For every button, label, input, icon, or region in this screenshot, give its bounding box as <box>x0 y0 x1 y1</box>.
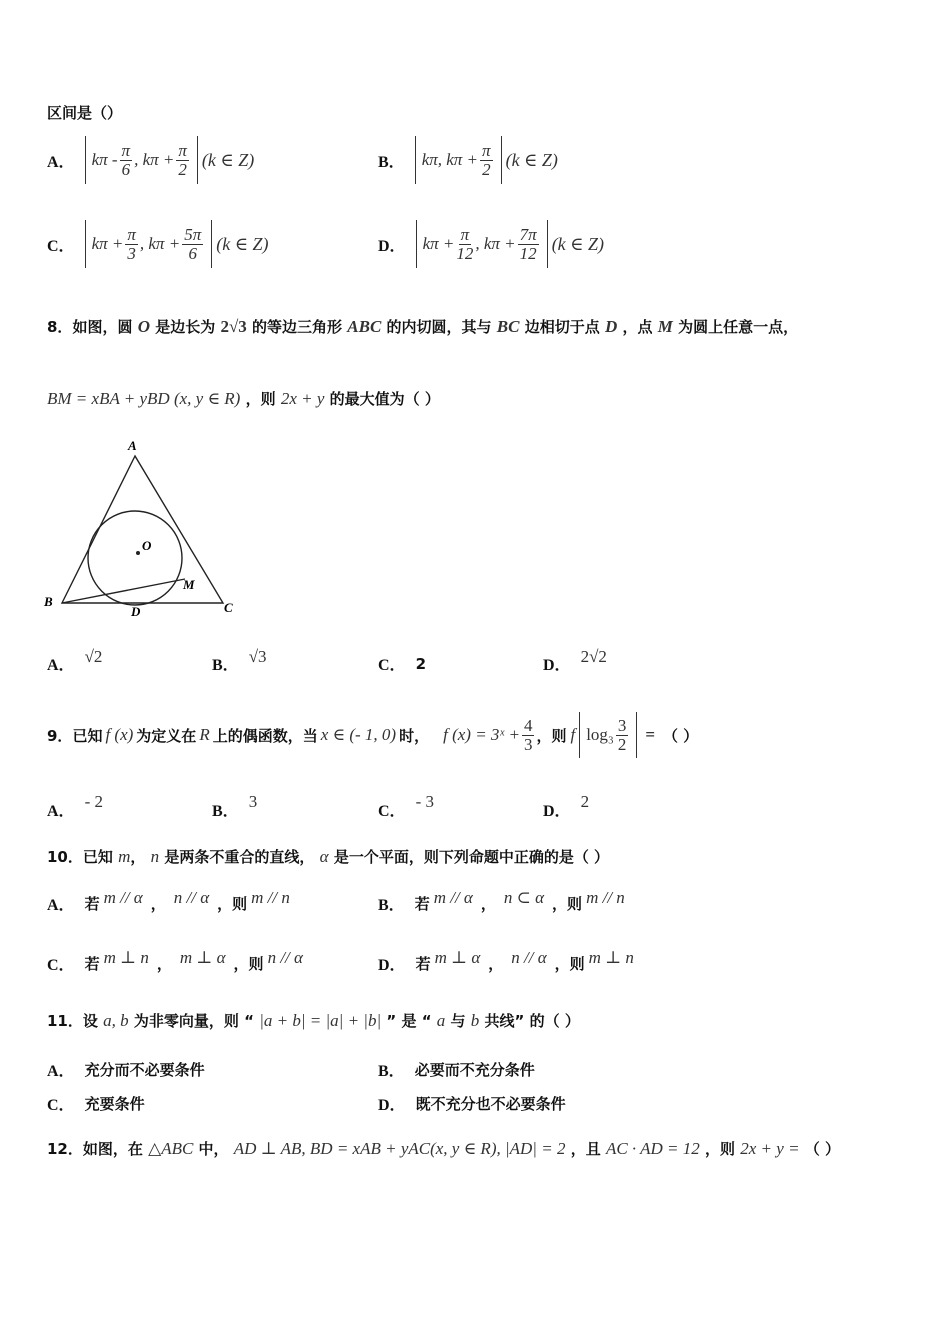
q8-option-a[interactable]: A． √2 <box>47 646 103 674</box>
label-b: B <box>44 594 53 609</box>
interval-bracket: kπ - π 6 , kπ + $\frac{\pi}{2}$ <box>85 136 198 184</box>
label-o: O <box>142 538 152 553</box>
interval-bracket: kπ, kπ + $\frac{\pi}{2}$ <box>415 136 502 184</box>
q10-option-d[interactable]: D． 若 m ⊥ α ， n // α ，则 m ⊥ n <box>378 947 634 974</box>
q10-option-c[interactable]: C． 若 m ⊥ n ， m ⊥ α ，则 n // α <box>47 947 303 974</box>
segment-bm <box>62 579 185 603</box>
triangle-abc <box>62 456 223 603</box>
interval-bracket: kπ + $\frac{\pi}{3}$ , kπ + $\frac{5\pi}{6}$ <box>85 220 213 268</box>
center-point <box>136 551 140 555</box>
q8-option-d[interactable]: D． 2√2 <box>543 646 607 674</box>
q7-stem-tail: 区间是（） <box>47 104 123 122</box>
q7-option-b[interactable]: B． kπ, kπ + $\frac{\pi}{2}$ (k ∈ Z) <box>378 136 558 184</box>
q8-option-c[interactable]: C． 2 <box>378 654 426 674</box>
q11-option-a[interactable]: A． 充分而不必要条件 <box>47 1061 205 1080</box>
q9-option-d[interactable]: D． 2 <box>543 791 590 820</box>
label-a: A <box>128 438 137 453</box>
q9-stem: 9． 已知 f (x) 为定义在 R 上的偶函数，当 x ∈ (- 1, 0) 时， f (x) = 3ˣ + $\frac{4}{3}$ ，则 f log₃ 3 2 = （ ） <box>47 712 698 758</box>
q7-option-c[interactable]: C． kπ + $\frac{\pi}{3}$ , kπ + $\frac{5\pi}{6}$ (k ∈ Z) <box>47 220 269 268</box>
q11-option-b[interactable]: B． 必要而不充分条件 <box>378 1061 535 1080</box>
incircle <box>88 511 182 605</box>
q12-stem: 12．如图，在 △ABC 中， AD ⊥ AB, BD = xAB + yAC(x, y ∈ R), |AD| = 2 ，且 AC · AD = 12 ，则 2x + y = （ ） <box>47 1139 841 1158</box>
q9-option-a[interactable]: A． - 2 <box>47 791 103 820</box>
q7-option-d[interactable]: D． kπ + $\frac{\pi}{12}$ , kπ + $\frac{7\pi}{12}$ (k ∈ Z) <box>378 220 604 268</box>
label-d: D <box>131 604 141 619</box>
q8-stem: 8．如图，圆 O 是边长为 2√3 的等边三角形 ABC 的内切圆，其与 BC 边相切于点 D ，点 M 为圆上任意一点， <box>47 317 799 336</box>
q8-option-b[interactable]: B． √3 <box>212 646 267 674</box>
q9-option-b[interactable]: B． 3 <box>212 791 258 820</box>
q8-stem-line2: BM = xBA + yBD (x, y ∈ R) ，则 2x + y 的最大值为（ ） <box>47 389 440 408</box>
q7-option-a[interactable]: A． kπ - π 6 , kπ + $\frac{\pi}{2}$ (k ∈ Z) <box>47 136 254 184</box>
label-c: C <box>224 600 233 615</box>
q9-option-c[interactable]: C． - 3 <box>378 791 434 820</box>
log-bracket: log₃ 3 2 <box>579 712 637 758</box>
q10-stem: 10．已知 m， n 是两条不重合的直线， α 是一个平面，则下列命题中正确的是（ ） <box>47 847 610 866</box>
q8-figure <box>40 436 240 621</box>
q11-option-c[interactable]: C． 充要条件 <box>47 1095 145 1114</box>
label-m: M <box>183 577 195 592</box>
q11-option-d[interactable]: D． 既不充分也不必要条件 <box>378 1095 566 1114</box>
q10-option-a[interactable]: A． 若 m // α ， n // α ，则 m // n <box>47 887 290 914</box>
q11-stem: 11．设 a, b 为非零向量，则 “ |a + b| = |a| + |b| ” 是 “ a 与 b 共线” 的（ ） <box>47 1011 580 1030</box>
q10-option-b[interactable]: B． 若 m // α ， n ⊂ α ，则 m // n <box>378 887 625 914</box>
interval-bracket: kπ + $\frac{\pi}{12}$ , kπ + $\frac{7\pi}{12}$ <box>416 220 548 268</box>
